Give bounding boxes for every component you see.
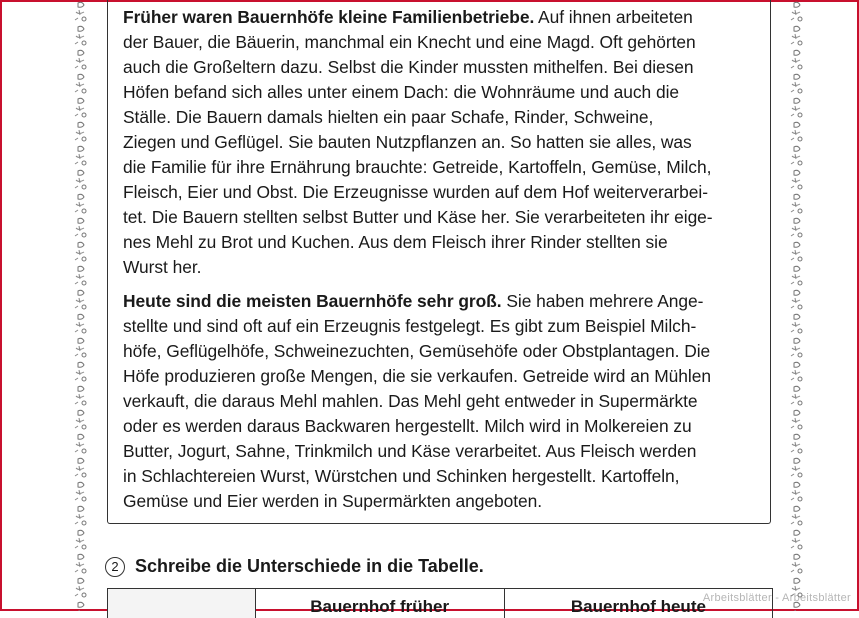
text-line: verkauft, die daraus Mehl mahlen. Das Mehl geht entweder in Supermärkte bbox=[123, 391, 698, 411]
paragraph-heute bbox=[123, 289, 759, 514]
text-line: tet. Die Bauern stellten selbst Butter und Käse her. Sie verarbeiteten ihr eige- bbox=[123, 207, 713, 227]
text-line: Ställe. Die Bauern damals hielten ein paar Schafe, Rinder, Schweine, bbox=[123, 107, 654, 127]
text-line: Höfe produzieren große Mengen, die sie verkaufen. Getreide wird an Mühlen bbox=[123, 366, 711, 386]
paragraph-heute-lead: Heute sind die meisten Bauernhöfe sehr groß. bbox=[123, 291, 502, 311]
comparison-table bbox=[107, 588, 773, 618]
text-line: oder es werden daraus Backwaren hergestellt. Milch wird in Molkereien zu bbox=[123, 416, 692, 436]
text-line: Ziegen und Geflügel. Sie bauten Nutzpflanzen an. So hatten sie alles, was bbox=[123, 132, 692, 152]
text-line: in Schlachtereien Wurst, Würstchen und Schinken hergestellt. Kartoffeln, bbox=[123, 466, 680, 486]
text-line: der Bauer, die Bäuerin, manchmal ein Knecht und eine Magd. Oft gehörten bbox=[123, 32, 696, 52]
task-number-badge: 2 bbox=[105, 557, 125, 577]
table-header-heute: Bauernhof heute bbox=[570, 597, 706, 616]
text-line: Gemüse und Eier werden in Supermärkten angeboten. bbox=[123, 491, 543, 511]
table-header-empty bbox=[108, 589, 256, 618]
text-line: Fleisch, Eier und Obst. Die Erzeugnisse wurden auf dem Hof weiterverarbei- bbox=[123, 182, 708, 202]
text-line: höfe, Geflügelhöfe, Schweinezuchten, Gemüsehöfe oder Obstplantagen. Die bbox=[123, 341, 711, 361]
text-line: Wurst her. bbox=[123, 257, 202, 277]
text-line: auch die Großeltern dazu. Selbst die Kinder mussten mithelfen. Bei diesen bbox=[123, 57, 694, 77]
paragraph-frueher-lead: Früher waren Bauernhöfe kleine Familienbetriebe. bbox=[123, 7, 535, 27]
paragraph-frueher bbox=[123, 5, 759, 280]
text-line: Butter, Jogurt, Sahne, Trinkmilch und Käse verarbeitet. Aus Fleisch werden bbox=[123, 441, 697, 461]
text-line: die Familie für ihre Ernährung brauchte: Getreide, Kartoffeln, Gemüse, Milch, bbox=[123, 157, 712, 177]
text-line: stellte und sind oft auf ein Erzeugnis festgelegt. Es gibt zum Beispiel Milch- bbox=[123, 316, 697, 336]
watermark: Arbeitsblätter - Arbeitsblätter bbox=[702, 592, 851, 604]
text-line: nes Mehl zu Brot und Kuchen. Aus dem Fleisch ihrer Rinder stellten sie bbox=[123, 232, 668, 252]
text-line: Auf ihnen arbeiteten bbox=[534, 7, 693, 27]
decorative-border-right bbox=[786, 0, 808, 611]
text-line: Sie haben mehrere Ange- bbox=[501, 291, 704, 311]
table-header-frueher: Bauernhof früher bbox=[256, 589, 505, 618]
task-heading bbox=[105, 556, 484, 577]
text-line: Höfen befand sich alles unter einem Dach: die Wohnräume und auch die bbox=[123, 82, 680, 102]
task-instruction: Schreibe die Unterschiede in die Tabelle. bbox=[135, 556, 484, 576]
decorative-border-left bbox=[70, 0, 92, 611]
